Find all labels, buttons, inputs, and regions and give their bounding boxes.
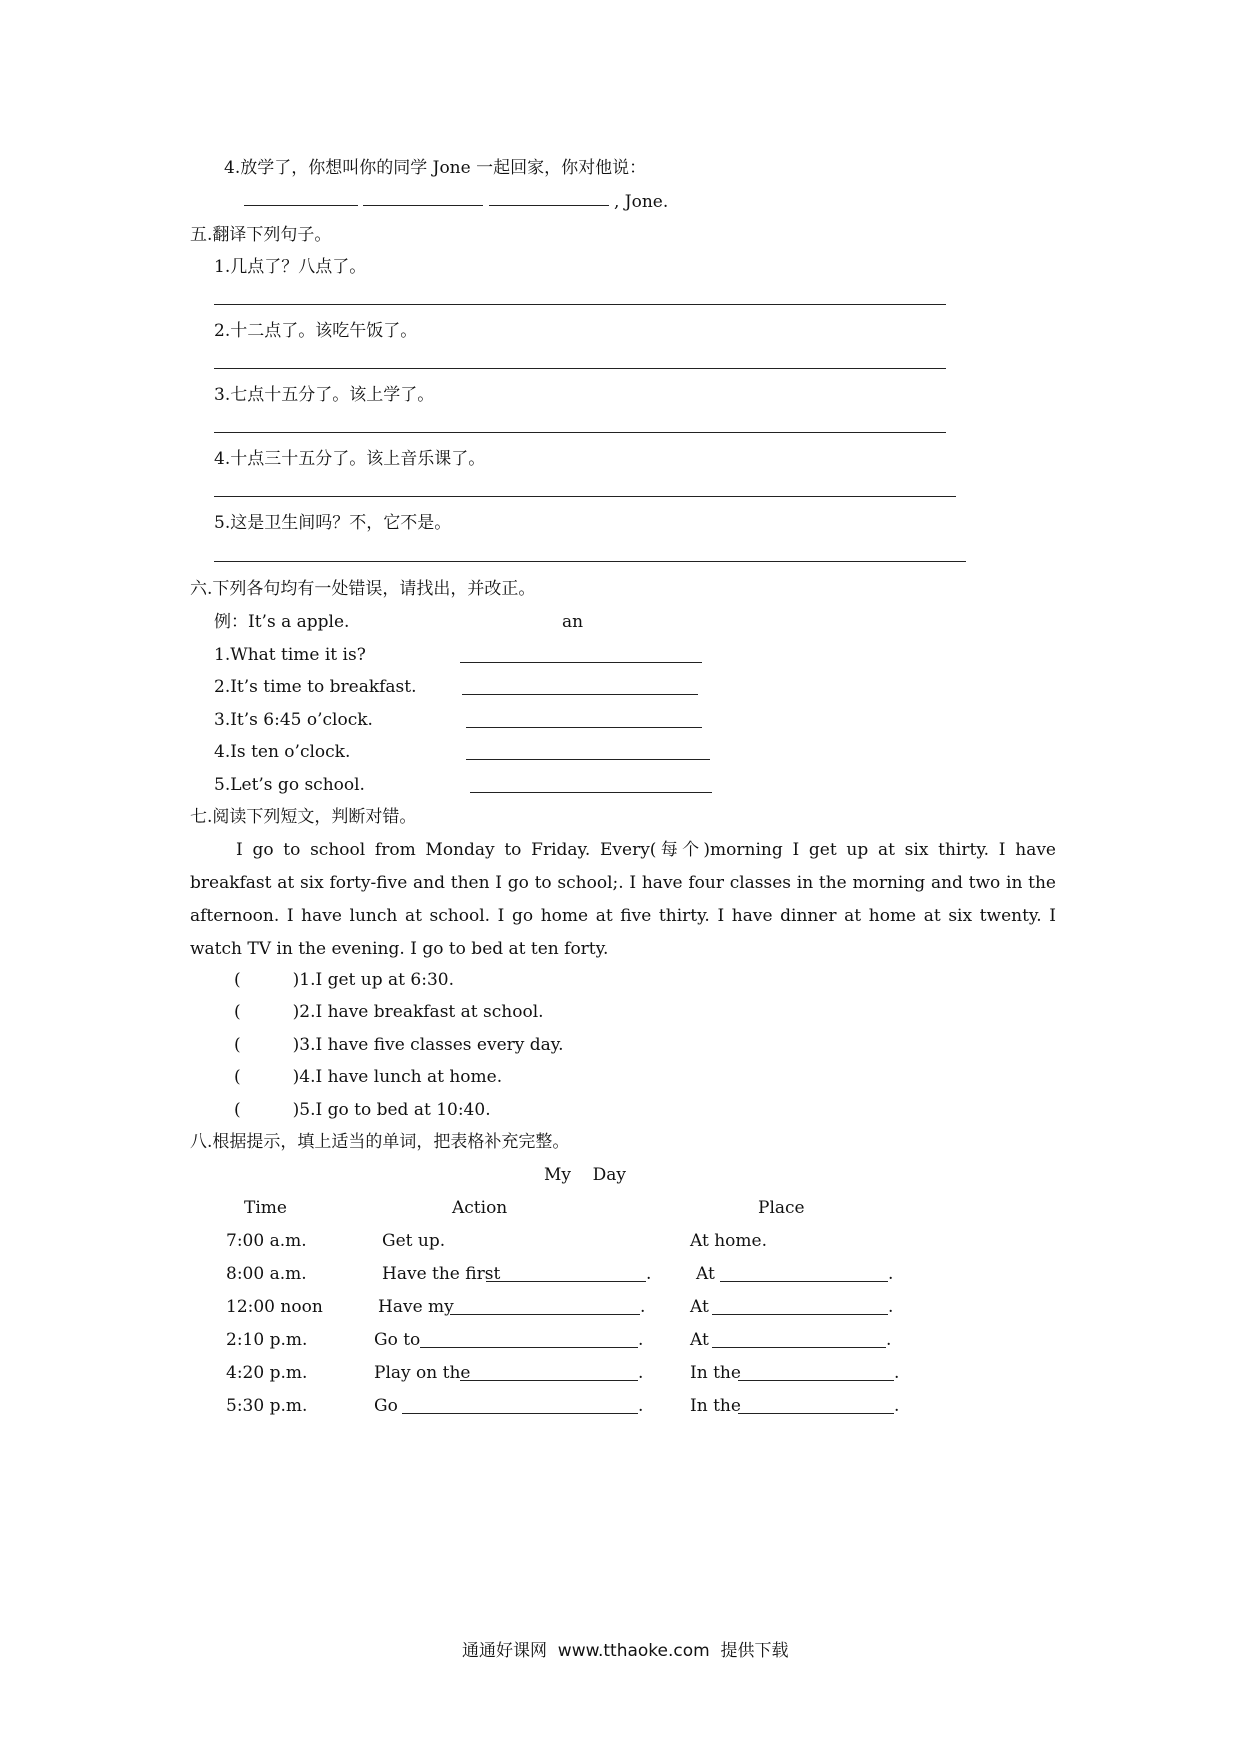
section5-item-5: 5.这是卫生间吗？不，它不是。 [214, 513, 452, 533]
section5-item-2: 2.十二点了。该吃午饭了。 [214, 321, 418, 341]
table-place-1: At home. [690, 1231, 767, 1251]
table-action-5: Play on the [374, 1363, 471, 1383]
section6-heading: 六.下列各句均有一处错误，请找出，并改正。 [190, 579, 536, 599]
open-bracket: ( [234, 1002, 241, 1022]
section6-answer-line-1[interactable] [460, 662, 702, 663]
section6-item-1: 1.What time it is? [214, 645, 366, 665]
section5-answer-line-1[interactable] [214, 304, 946, 305]
table-place-blank-5[interactable] [738, 1380, 894, 1381]
table-header-time: Time [244, 1198, 287, 1218]
section5-item-3: 3.七点十五分了。该上学了。 [214, 385, 435, 405]
table-action-blank-6[interactable] [402, 1413, 638, 1414]
table-title: My Day [544, 1165, 626, 1185]
period: . [638, 1330, 644, 1350]
section5-answer-line-4[interactable] [214, 496, 956, 497]
section7-heading: 七.阅读下列短文，判断对错。 [190, 807, 417, 827]
table-place-2: At [696, 1264, 715, 1284]
section6-example: 例：It’s a apple. [214, 612, 350, 632]
table-time-3: 12:00 noon [226, 1297, 323, 1317]
q4-blank-2[interactable] [363, 205, 483, 206]
period: . [640, 1297, 646, 1317]
open-bracket: ( [234, 970, 241, 990]
period: . [894, 1363, 900, 1383]
judge-statement-1: )1.I get up at 6:30. [292, 970, 454, 990]
period: . [894, 1396, 900, 1416]
period: . [886, 1330, 892, 1350]
judge-statement-3: )3.I have five classes every day. [292, 1035, 564, 1055]
period: . [646, 1264, 652, 1284]
table-time-6: 5:30 p.m. [226, 1396, 308, 1416]
section5-heading: 五.翻译下列句子。 [190, 225, 332, 245]
judge-statement-2: )2.I have breakfast at school. [292, 1002, 544, 1022]
section6-answer-line-2[interactable] [462, 694, 698, 695]
open-bracket: ( [234, 1035, 241, 1055]
section5-answer-line-2[interactable] [214, 368, 946, 369]
section7-judge-item-4[interactable] [234, 1066, 502, 1088]
q4-prompt: 4.放学了，你想叫你的同学 Jone 一起回家，你对他说： [224, 158, 647, 178]
section5-answer-line-5[interactable] [214, 561, 966, 562]
section7-judge-item-2[interactable] [234, 1001, 544, 1023]
table-action-3: Have my [378, 1297, 454, 1317]
section7-judge-item-3[interactable] [234, 1034, 564, 1056]
section7-judge-item-1[interactable] [234, 969, 454, 991]
section5-answer-line-3[interactable] [214, 432, 946, 433]
section6-answer-line-5[interactable] [470, 792, 712, 793]
table-action-4: Go to [374, 1330, 421, 1350]
period: . [888, 1264, 894, 1284]
section6-answer-line-3[interactable] [466, 727, 702, 728]
section7-passage: I go to school from Monday to Friday. Every(每个)morning I get up at six thirty. I have breakfast at six forty-five and then I go to school;. I have four classes in the morning and two in the afternoon. I have lunch at school. I go home at five thirty. I have dinner at home at six twenty. I watch TV in the evening. I go to bed at ten forty. [190, 840, 1056, 959]
section5-item-1: 1.几点了？八点了。 [214, 257, 367, 277]
table-time-4: 2:10 p.m. [226, 1330, 308, 1350]
table-place-blank-3[interactable] [712, 1314, 888, 1315]
judge-statement-4: )4.I have lunch at home. [292, 1067, 503, 1087]
page-footer: 通通好课网 www.tthaoke.com 提供下载 [462, 1641, 789, 1661]
open-bracket: ( [234, 1100, 241, 1120]
period: . [638, 1396, 644, 1416]
section6-item-2: 2.It’s time to breakfast. [214, 677, 417, 697]
section7-judge-item-5[interactable] [234, 1099, 491, 1121]
table-header-place: Place [758, 1198, 805, 1218]
table-action-blank-3[interactable] [450, 1314, 640, 1315]
table-place-blank-4[interactable] [712, 1347, 886, 1348]
section6-item-4: 4.Is ten o’clock. [214, 742, 351, 762]
section6-item-3: 3.It’s 6:45 o’clock. [214, 710, 373, 730]
table-time-2: 8:00 a.m. [226, 1264, 307, 1284]
table-action-6: Go [374, 1396, 398, 1416]
table-place-3: At [690, 1297, 709, 1317]
table-place-4: At [690, 1330, 709, 1350]
table-place-6: In the [690, 1396, 741, 1416]
table-action-blank-4[interactable] [420, 1347, 638, 1348]
table-action-1: Get up. [382, 1231, 446, 1251]
period: . [638, 1363, 644, 1383]
table-action-blank-5[interactable] [460, 1380, 638, 1381]
table-time-5: 4:20 p.m. [226, 1363, 308, 1383]
q4-suffix: , Jone. [614, 192, 669, 212]
open-bracket: ( [234, 1067, 241, 1087]
table-action-blank-2[interactable] [486, 1281, 646, 1282]
table-place-blank-6[interactable] [738, 1413, 894, 1414]
q4-blank-1[interactable] [244, 205, 358, 206]
period: . [888, 1297, 894, 1317]
section6-item-5: 5.Let’s go school. [214, 775, 365, 795]
section6-answer-line-4[interactable] [466, 759, 710, 760]
table-action-2: Have the first [382, 1264, 501, 1284]
section8-heading: 八.根据提示，填上适当的单词，把表格补充完整。 [190, 1132, 570, 1152]
q4-blank-3[interactable] [489, 205, 609, 206]
judge-statement-5: )5.I go to bed at 10:40. [292, 1100, 491, 1120]
table-header-action: Action [452, 1198, 508, 1218]
table-place-5: In the [690, 1363, 741, 1383]
table-place-blank-2[interactable] [720, 1281, 888, 1282]
section6-example-answer: an [562, 612, 584, 632]
section5-item-4: 4.十点三十五分了。该上音乐课了。 [214, 449, 486, 469]
table-time-1: 7:00 a.m. [226, 1231, 307, 1251]
